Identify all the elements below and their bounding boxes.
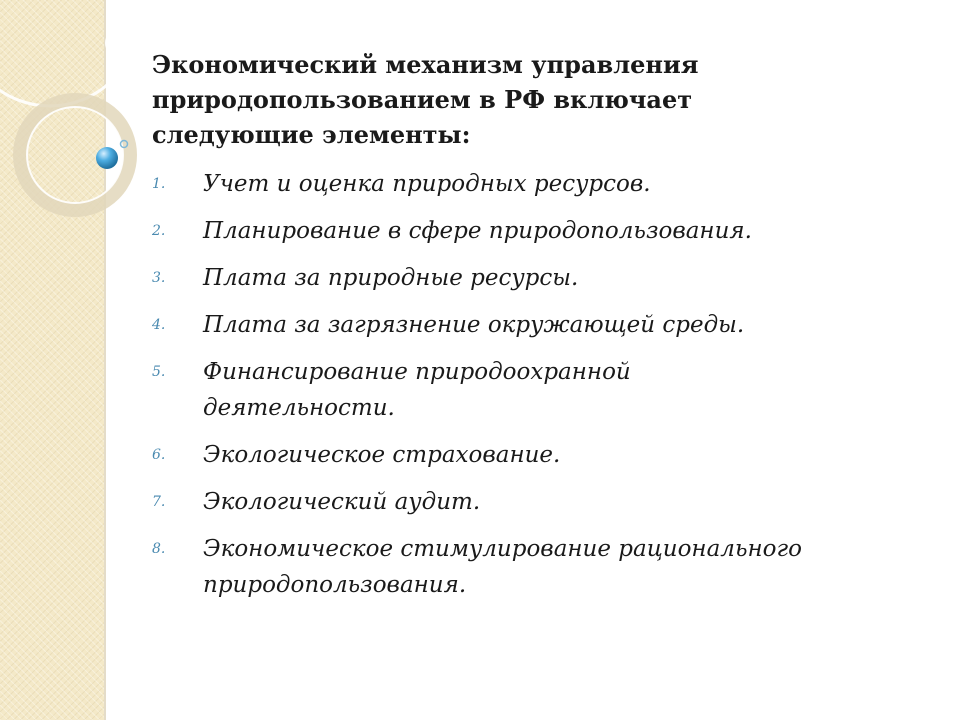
heading-line: Экономический механизм управления [152,50,699,79]
item-text [203,484,912,520]
item-line: Финансирование природоохранной [203,359,631,385]
list-item [152,260,912,296]
item-number: 7. [152,494,166,510]
item-number: 5. [152,364,166,380]
elements-list [152,166,912,614]
item-line: природопользования. [203,572,467,598]
item-text [203,166,912,202]
item-number: 1. [152,176,166,192]
list-item [152,484,912,520]
item-line: деятельности. [203,395,395,421]
item-text [203,354,912,426]
item-line: Планирование в сфере природопользования. [203,218,752,244]
item-text [203,307,912,343]
blue-ball-icon [96,147,118,169]
list-item [152,166,912,202]
item-text [203,437,912,473]
list-item [152,437,912,473]
item-text [203,260,912,296]
list-item [152,307,912,343]
item-number: 4. [152,317,166,333]
decorative-rings-graphic [0,0,140,260]
item-number: 2. [152,223,166,239]
list-item [152,213,912,249]
slide-heading [152,47,852,152]
heading-line: природопользованием в РФ включает [152,85,693,114]
small-ring-shape [106,31,130,55]
item-text [203,531,912,603]
item-line: Экологический аудит. [203,489,481,515]
item-line: Плата за природные ресурсы. [203,265,579,291]
item-line: Экономическое стимулирование рационального [203,536,802,562]
list-item [152,531,912,603]
item-line: Экологическое страхование. [203,442,561,468]
item-number: 8. [152,541,166,557]
heading-line: следующие элементы: [152,120,471,149]
item-line: Учет и оценка природных ресурсов. [203,171,651,197]
item-number: 3. [152,270,166,286]
item-number: 6. [152,447,166,463]
item-text [203,213,912,249]
large-ring-shape [0,0,138,106]
item-line: Плата за загрязнение окружающей среды. [203,312,745,338]
list-item [152,354,912,426]
